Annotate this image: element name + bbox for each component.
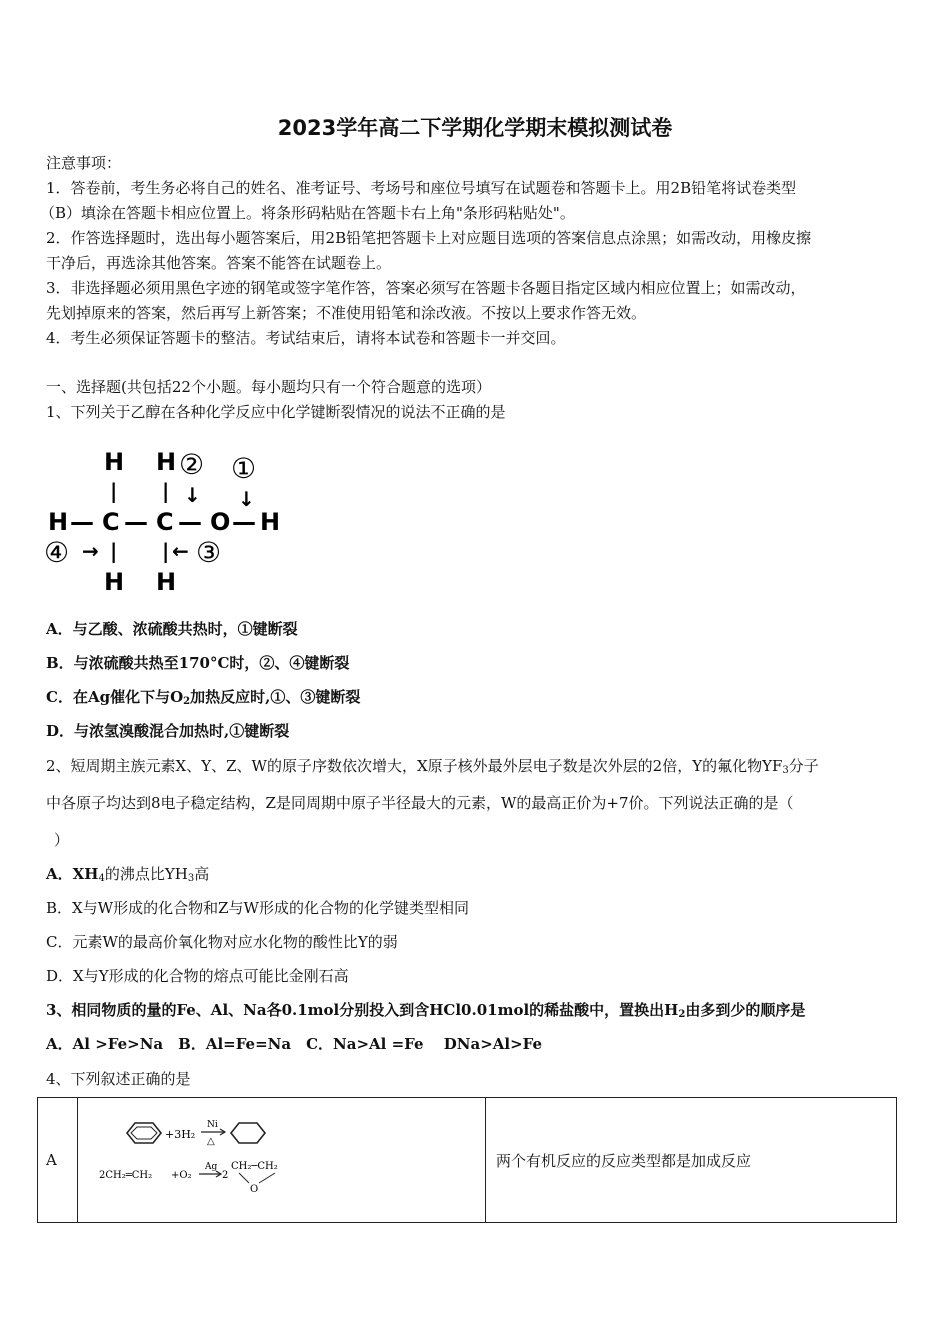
bond-line: | [162, 539, 170, 563]
notice-heading: 注意事项： [46, 154, 122, 172]
bond-mark-2: ② [179, 448, 205, 481]
arrow-right: → [82, 539, 99, 563]
notice-line: 4．考生必须保证答题卡的整洁。考试结束后，请将本试卷和答题卡一并交回。 [46, 329, 566, 347]
eq2-product: CH₂─CH₂ [231, 1161, 278, 1172]
bond-mark-4: ④ [44, 536, 70, 569]
q1-option-b: B．与浓硫酸共热至170°C时，②、④键断裂 [46, 654, 350, 672]
bond-line: | [162, 479, 170, 503]
eq1-condition: △ [207, 1136, 215, 1147]
atom-o: O [210, 508, 231, 536]
cyclohexane-ring [231, 1123, 265, 1143]
epoxide-bond [259, 1173, 275, 1183]
q4-description: 两个有机反应的反应类型都是加成反应 [486, 1098, 897, 1223]
bond-mark-3: ③ [196, 536, 222, 569]
q2-stem: 中各原子均达到8电子稳定结构，Z是同周期中原子半径最大的元素，W的最高正价为+7价。下列说法正确的是（ [46, 794, 794, 812]
eq2-coefficient: 2 [222, 1170, 229, 1181]
q3-stem: 3、相同物质的量的Fe、Al、Na各0.1mol分别投入到含HCl0.01mol的稀盐酸中，置换出$H_2$由多到少的顺序是 [46, 1001, 806, 1020]
eq2-catalyst: Ag [205, 1162, 218, 1172]
q3-options: A．Al >Fe>Na B．Al=Fe=Na C．Na>Al =Fe DNa>Al>Fe [46, 1035, 543, 1053]
ethanol-bond-diagram [44, 440, 294, 600]
notice-line: 干净后，再选涂其他答案。答案不能答在试题卷上。 [46, 254, 392, 272]
table-row [38, 1098, 897, 1223]
atom-c: C [156, 508, 174, 536]
notice-line: 先划掉原来的答案，然后再写上新答案；不准使用铅笔和涂改液。不按以上要求作答无效。 [46, 304, 647, 322]
q4-table [37, 1097, 897, 1223]
atom-c: C [102, 508, 120, 536]
arrow-left: ← [172, 539, 189, 563]
q2-option-d: D．X与Y形成的化合物的熔点可能比金刚石高 [46, 967, 349, 985]
bond-line: — [232, 508, 256, 536]
bond-line: — [124, 508, 148, 536]
q4-stem: 4、下列叙述正确的是 [46, 1070, 191, 1088]
q2-option-a: A．$XH_4$的沸点比$YH_3$高 [46, 865, 210, 884]
q2-option-c: C．元素W的最高价氧化物对应水化物的酸性比Y的弱 [46, 933, 398, 951]
notice-line: （B）填涂在答题卡相应位置上。将条形码粘贴在答题卡右上角"条形码粘贴处"。 [40, 204, 575, 222]
notice-line: 1．答卷前，考生务必将自己的姓名、准考证号、考场号和座位号填写在试题卷和答题卡上。用2B铅笔将试卷类型 [46, 179, 797, 197]
notice-line: 2．作答选择题时，选出每小题答案后，用2B铅笔把答题卡上对应题目选项的答案信息点涂黑；如需改动，用橡皮擦 [46, 229, 812, 247]
q1-option-a: A．与乙酸、浓硫酸共热时，①键断裂 [46, 620, 298, 638]
atom-h: H [48, 508, 69, 536]
bond-line: — [70, 508, 94, 536]
q4-row-label: A [38, 1098, 78, 1223]
epoxide-bond [239, 1173, 249, 1183]
reaction-equations [79, 1099, 484, 1217]
arrow-down: ↓ [238, 487, 255, 511]
eq2-reactant: 2CH₂═CH₂ [99, 1170, 153, 1181]
bond-line: — [178, 508, 202, 536]
q4-equations [78, 1098, 486, 1223]
atom-h: H [260, 508, 281, 536]
atom-h: H [104, 448, 125, 476]
bond-line: | [110, 479, 118, 503]
eq2-oxygen: O [250, 1184, 259, 1195]
section-heading: 一、选择题(共包括22个小题。每小题均只有一个符合题意的选项） [46, 378, 491, 396]
q1-option-c: C．在Ag催化下与$O_2$加热反应时,①、③键断裂 [46, 688, 361, 707]
q2-stem: 2、短周期主族元素X、Y、Z、W的原子序数依次增大，X原子核外最外层电子数是次外层的2倍，Y的氟化物$YF_3$分子 [46, 757, 819, 776]
bond-line: | [110, 539, 118, 563]
q2-stem: ） [54, 831, 70, 849]
eq2-reagent: +O₂ [171, 1170, 192, 1181]
arrow-down: ↓ [184, 483, 201, 507]
benzene-ring [127, 1123, 161, 1143]
page-title: 2023学年高二下学期化学期末模拟测试卷 [277, 116, 673, 140]
eq1-catalyst: Ni [207, 1120, 218, 1130]
q2-option-b: B．X与W形成的化合物和Z与W形成的化合物的化学键类型相同 [46, 899, 469, 917]
bond-mark-1: ① [231, 452, 257, 485]
eq1-reagent: +3H₂ [165, 1128, 196, 1141]
q1-stem: 1、下列关于乙醇在各种化学反应中化学键断裂情况的说法不正确的是 [46, 403, 506, 421]
atom-h: H [104, 568, 125, 596]
notice-line: 3．非选择题必须用黑色字迹的钢笔或签字笔作答，答案必须写在答题卡各题目指定区域内相应位置上；如需改动， [46, 279, 806, 297]
q1-option-d: D．与浓氢溴酸混合加热时,①键断裂 [46, 722, 290, 740]
atom-h: H [156, 568, 177, 596]
atom-h: H [156, 448, 177, 476]
